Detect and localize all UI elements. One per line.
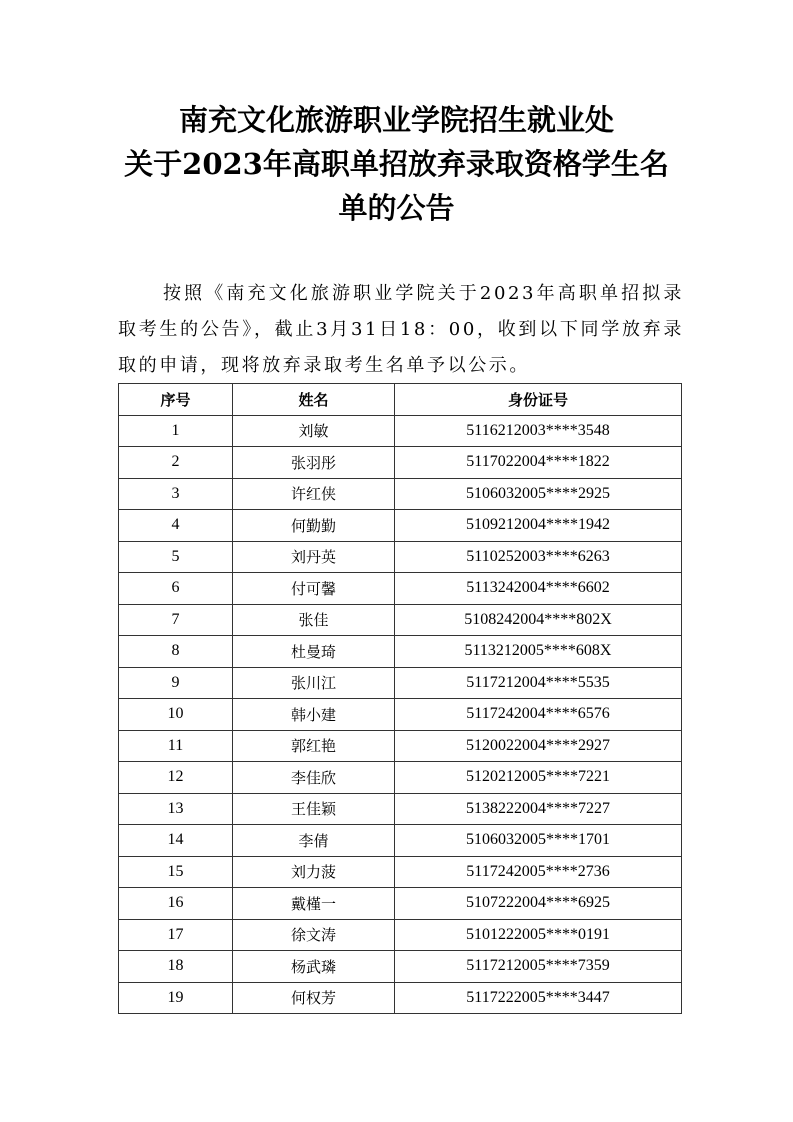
cell-name: 戴槿一 (233, 888, 395, 920)
table-row (119, 982, 682, 1014)
cell-id-number: 5107222004****6925 (395, 888, 682, 920)
table-header-row (119, 384, 682, 416)
cell-id-number: 5120022004****2927 (395, 730, 682, 762)
table-row (119, 478, 682, 510)
cell-index: 19 (119, 982, 233, 1014)
table-row (119, 604, 682, 636)
cell-name: 徐文涛 (233, 919, 395, 951)
table-row (119, 415, 682, 447)
cell-index: 14 (119, 825, 233, 857)
cell-id-number: 5120212005****7221 (395, 762, 682, 794)
cell-name: 杜曼琦 (233, 636, 395, 668)
cell-name: 刘丹英 (233, 541, 395, 573)
cell-index: 8 (119, 636, 233, 668)
table-row (119, 573, 682, 605)
cell-name: 许红侠 (233, 478, 395, 510)
table-row (119, 888, 682, 920)
cell-name: 杨武璘 (233, 951, 395, 983)
cell-id-number: 5108242004****802X (395, 604, 682, 636)
cell-id-number: 5113212005****608X (395, 636, 682, 668)
cell-name: 李倩 (233, 825, 395, 857)
cell-id-number: 5116212003****3548 (395, 415, 682, 447)
cell-index: 16 (119, 888, 233, 920)
table-row (119, 793, 682, 825)
table-row (119, 762, 682, 794)
cell-index: 15 (119, 856, 233, 888)
table-row (119, 730, 682, 762)
cell-index: 1 (119, 415, 233, 447)
cell-name: 张佳 (233, 604, 395, 636)
table-row (119, 510, 682, 542)
cell-index: 13 (119, 793, 233, 825)
cell-index: 2 (119, 447, 233, 479)
header-id-number: 身份证号 (395, 384, 682, 416)
cell-id-number: 5138222004****7227 (395, 793, 682, 825)
cell-id-number: 5106032005****2925 (395, 478, 682, 510)
cell-index: 7 (119, 604, 233, 636)
cell-id-number: 5101222005****0191 (395, 919, 682, 951)
cell-name: 张川江 (233, 667, 395, 699)
cell-name: 何勤勤 (233, 510, 395, 542)
table-row (119, 667, 682, 699)
cell-id-number: 5117022004****1822 (395, 447, 682, 479)
cell-name: 王佳颖 (233, 793, 395, 825)
document-title (0, 98, 793, 230)
cell-name: 张羽彤 (233, 447, 395, 479)
cell-index: 11 (119, 730, 233, 762)
cell-name: 付可馨 (233, 573, 395, 605)
cell-id-number: 5117242005****2736 (395, 856, 682, 888)
title-line-2: 关于2023年高职单招放弃录取资格学生名 (124, 147, 669, 181)
table-row (119, 825, 682, 857)
cell-index: 6 (119, 573, 233, 605)
cell-id-number: 5109212004****1942 (395, 510, 682, 542)
table-row (119, 856, 682, 888)
cell-name: 刘敏 (233, 415, 395, 447)
cell-name: 刘力菠 (233, 856, 395, 888)
cell-index: 9 (119, 667, 233, 699)
withdrawn-students-table (118, 383, 682, 1014)
cell-index: 4 (119, 510, 233, 542)
table-row (119, 951, 682, 983)
cell-id-number: 5110252003****6263 (395, 541, 682, 573)
table-row (119, 699, 682, 731)
cell-id-number: 5117212005****7359 (395, 951, 682, 983)
header-index: 序号 (119, 384, 233, 416)
cell-index: 10 (119, 699, 233, 731)
cell-index: 18 (119, 951, 233, 983)
cell-index: 12 (119, 762, 233, 794)
cell-name: 何权芳 (233, 982, 395, 1014)
table-body (119, 415, 682, 1014)
title-line-1: 南充文化旅游职业学院招生就业处 (178, 103, 614, 137)
cell-id-number: 5117212004****5535 (395, 667, 682, 699)
table-row (119, 636, 682, 668)
table-row (119, 919, 682, 951)
cell-index: 5 (119, 541, 233, 573)
cell-name: 李佳欣 (233, 762, 395, 794)
cell-index: 17 (119, 919, 233, 951)
header-name: 姓名 (233, 384, 395, 416)
table-row (119, 541, 682, 573)
cell-id-number: 5106032005****1701 (395, 825, 682, 857)
table-row (119, 447, 682, 479)
announcement-paragraph: 按照《南充文化旅游职业学院关于2023年高职单招拟录取考生的公告》，截止3月31日18：00，收到以下同学放弃录取的申请，现将放弃录取考生名单予以公示。 (118, 283, 684, 376)
cell-name: 郭红艳 (233, 730, 395, 762)
cell-index: 3 (119, 478, 233, 510)
cell-id-number: 5113242004****6602 (395, 573, 682, 605)
title-line-3: 单的公告 (338, 191, 455, 225)
cell-name: 韩小建 (233, 699, 395, 731)
cell-id-number: 5117222005****3447 (395, 982, 682, 1014)
cell-id-number: 5117242004****6576 (395, 699, 682, 731)
